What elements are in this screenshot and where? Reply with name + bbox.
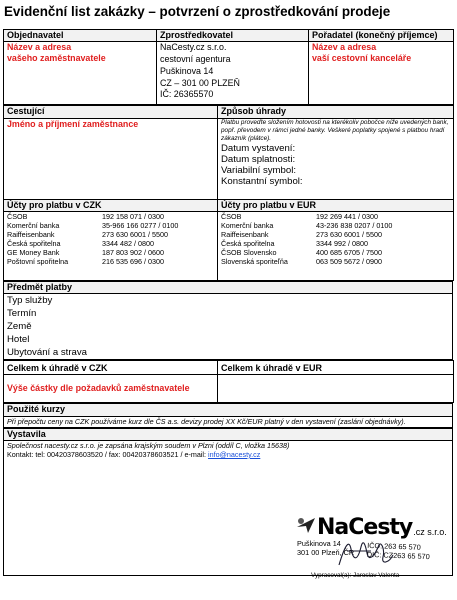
datum-splatnosti: Datum splatnosti:	[221, 154, 296, 166]
poradatel-line1: Název a adresa	[312, 42, 377, 53]
bank-row	[7, 221, 214, 230]
bank-row	[221, 230, 450, 239]
bank-account: 273 630 6001 / 5500	[316, 229, 382, 239]
celkem-czk-value: Výše částky dle požadavků zaměstnavatele	[7, 383, 190, 394]
logo-suffix: .cz s.r.o.	[413, 526, 447, 537]
konstantni-symbol: Konstantní symbol:	[221, 176, 303, 188]
bank-account: 43-236 838 0207 / 0100	[316, 220, 393, 230]
bank-name: Komerční banka	[7, 220, 60, 230]
email-link[interactable]: info@nacesty.cz	[208, 449, 261, 459]
objednavatel-header: Objednavatel	[4, 30, 157, 42]
zprostredkovatel-cell	[157, 42, 309, 105]
bank-row	[7, 212, 214, 221]
agent-name: NaCesty.cz s.r.o.	[160, 42, 227, 53]
bank-row	[7, 239, 214, 248]
bank-row	[221, 248, 450, 257]
bank-account: 216 535 696 / 0300	[102, 257, 164, 267]
parties-table	[3, 29, 454, 105]
bank-account: 3344 992 / 0800	[316, 238, 368, 248]
bank-row	[7, 230, 214, 239]
bank-name: Komerční banka	[221, 220, 274, 230]
payment-table	[3, 105, 454, 281]
bank-name: Česká spořitelna	[7, 238, 61, 248]
cestujici-value: Jméno a příjmení zaměstnance	[7, 118, 139, 129]
vystavila-header: Vystavila	[4, 428, 453, 440]
zprostredkovatel-header: Zprostředkovatel	[157, 30, 309, 42]
ucty-eur-cell	[218, 211, 454, 280]
bank-account: 192 158 071 / 0300	[102, 211, 164, 221]
bank-name: GE Money Bank	[7, 248, 60, 257]
celkem-czk-cell	[4, 375, 218, 403]
poradatel-cell	[309, 42, 454, 105]
contact-prefix: Kontakt: tel: 00420378603520 / fax: 00420378603521 / e-mail:	[7, 449, 209, 459]
bank-row	[221, 221, 450, 230]
predmet-hotel: Hotel	[7, 334, 30, 346]
bank-row	[7, 257, 214, 266]
bank-account: 187 803 902 / 0600	[102, 248, 164, 257]
poradatel-header: Pořadatel (konečný příjemce)	[309, 30, 454, 42]
predmet-ubytovani: Ubytování a strava	[7, 347, 87, 359]
predmet-termin: Termín	[7, 308, 37, 320]
predmet-zeme: Země	[7, 321, 32, 333]
bank-name: Raiffeisenbank	[221, 229, 269, 239]
agent-ic: IČ: 26365570	[160, 89, 214, 100]
bank-row	[7, 248, 214, 257]
logo-text: NaCesty	[317, 515, 413, 540]
predmet-typ-sluzby: Typ služby	[7, 295, 53, 306]
bank-account: 063 509 5672 / 0900	[316, 257, 382, 267]
bank-row	[221, 257, 450, 266]
bank-row	[221, 212, 450, 221]
bank-name: ČSOB	[7, 211, 28, 221]
bank-name: Slovenská sporiteľňa	[221, 257, 288, 267]
company-stamp	[295, 515, 455, 595]
bank-account: 400 685 6705 / 7500	[316, 248, 382, 257]
cestujici-cell	[4, 118, 218, 199]
bank-account: 273 630 6001 / 5500	[102, 229, 168, 239]
bank-name: ČSOB	[221, 211, 242, 221]
cestujici-header: Cestující	[4, 106, 218, 118]
subject-table	[3, 281, 453, 360]
ucty-czk-cell	[4, 211, 218, 280]
stamp-dic: DIČ: CZ263 65 570	[366, 550, 430, 562]
bank-name: Poštovní spořitelna	[7, 257, 69, 267]
signature-icon	[335, 535, 395, 571]
celkem-eur-header: Celkem k úhradě v EUR	[218, 361, 454, 375]
agent-street: Puškinova 14	[160, 65, 214, 76]
travel-logo-icon	[295, 515, 317, 540]
kurzy-text: Při přepočtu ceny na CZK používáme kurz dle ČS a.s. devizy prodej XX Kč/EUR platný v den vystavení (zaslání objednávky).	[4, 416, 453, 427]
bank-account: 192 269 441 / 0300	[316, 211, 378, 221]
bank-row	[221, 239, 450, 248]
bank-name: ČSOB Slovensko	[221, 248, 277, 257]
rates-table	[3, 403, 453, 427]
variabilni-symbol: Variabilní symbol:	[221, 165, 297, 177]
objednavatel-line1: Název a adresa	[7, 42, 72, 53]
issuer-name: Vypracoval(a): Jaroslav Valenta	[311, 572, 400, 579]
order-form	[3, 29, 453, 576]
bank-name: Česká spořitelna	[221, 238, 275, 248]
stamp-ico: IČO: 263 65 570	[367, 540, 421, 552]
stamp-city: 301 00 Plzeň, ČR	[297, 547, 355, 557]
vystavila-registration: Společnost nacesty.cz s.r.o. je zapsána krajským soudem v Plzni (oddíl C, vložka 15638)	[7, 440, 290, 450]
vystavila-contact	[7, 450, 449, 459]
bank-account: 3344 482 / 0800	[102, 238, 154, 248]
uhrada-fields	[221, 143, 450, 187]
ucty-czk-header: Účty pro platbu v CZK	[4, 199, 218, 211]
datum-vystaveni: Datum vystavení:	[221, 143, 296, 155]
agent-type: cestovní agentura	[160, 54, 231, 64]
uhrada-note: Platbu proveďte složením hotovosti na kterékoliv pobočce níže uvedených bank, popř. převodem v rámci jedné banky. Veškeré poplatky spojené s platbou hradí zákazník (plátce).	[221, 118, 449, 143]
bank-account: 35-966 166 0277 / 0100	[102, 220, 179, 230]
predmet-header: Předmět platby	[4, 281, 453, 293]
celkem-eur-cell	[218, 375, 454, 403]
totals-table	[3, 360, 454, 403]
page-title: Evidenční list zakázky – potvrzení o zprostředkování prodeje	[4, 4, 391, 19]
agent-city: CZ – 301 00 PLZEŇ	[160, 77, 240, 88]
objednavatel-line2: vašeho zaměstnavatele	[7, 53, 106, 64]
objednavatel-cell	[4, 42, 157, 105]
uhrada-cell	[218, 118, 454, 199]
ucty-eur-header: Účty pro platbu v EUR	[218, 199, 454, 211]
bank-name: Raiffeisenbank	[7, 229, 55, 239]
uhrada-header: Způsob úhrady	[218, 106, 454, 118]
poradatel-line2: vaší cestovní kanceláře	[312, 53, 412, 64]
stamp-street: Puškinova 14	[297, 539, 341, 548]
predmet-cell	[4, 294, 453, 360]
kurzy-header: Použité kurzy	[4, 404, 453, 416]
celkem-czk-header: Celkem k úhradě v CZK	[4, 361, 218, 375]
